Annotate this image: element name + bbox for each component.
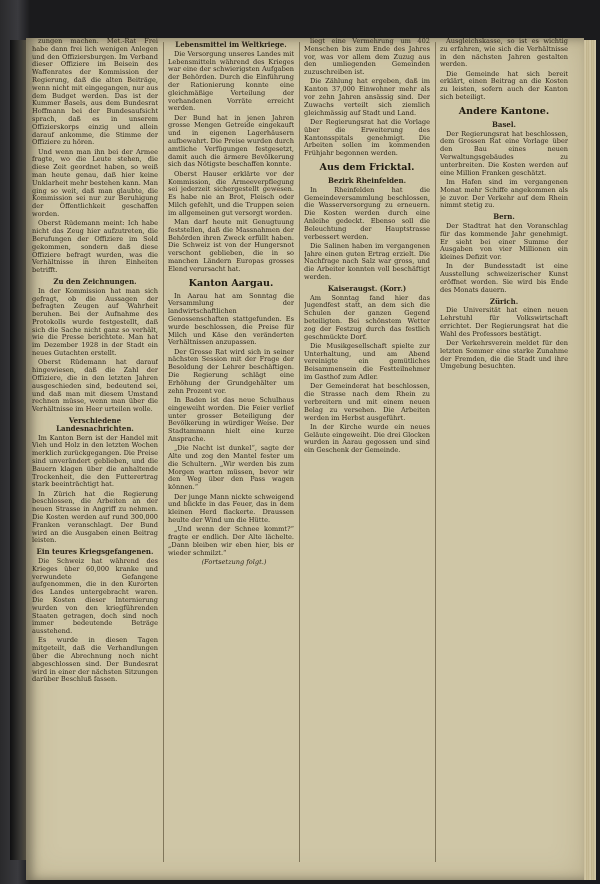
other-cantons-heading: Andere Kantone. — [458, 105, 550, 117]
paragraph: Die Universität hat einen neuen Lehrstuhl für Volkswirtschaft errichtet. Der Regierungsrat hat die Wahl des Professors bestätigt. — [440, 306, 568, 338]
paragraph: Der Gemeinderat hat beschlossen, die Strasse nach dem Rhein zu verbreitern und mit einem neuen Belag zu versehen. Die Arbeiten werden im Herbst ausgeführt. — [304, 382, 430, 422]
paragraph: Und wenn man ihn bei der Armee fragte, wo die Leute stehen, die diese Zeit geordnet haben, so weiß man heute genau, daß hier keine Unklarheit mehr bestehen kann. Man ging so weit, daß man glaubte, die Kommission sei nur zur Beruhigung der Öffentlichkeit geschaffen worden. — [32, 147, 158, 219]
paragraph: „Die Nacht ist dunkel“, sagte der Alte und zog den Mantel fester um die Schultern. „Wir werden bis zum Morgen warten müssen, bevor wir den Weg über den Pass wagen können.“ — [168, 444, 294, 492]
canton-heading: Kanton Aargau. — [188, 277, 274, 289]
paragraph: Der Grosse Rat wird sich in seiner nächsten Session mit der Frage der Besoldung der Lehrer beschäftigen. Die Regierung schlägt eine Erhöhung der Grundgehälter um zehn Prozent vor. — [168, 347, 294, 395]
canton-subheading: Basel. — [492, 119, 516, 129]
column-rule — [435, 42, 436, 862]
paragraph: Oberst Rüdemann meint: Ich habe nicht das Zeug hier aufzutreten, die Berufungen der Offiziere im Sold gekommen, sondern daß diese Offiziere befragt wurden, was die Verhältnisse in ihren Einheiten betrifft. — [32, 219, 158, 275]
paragraph: In Aarau hat am Sonntag die Versammlung der landwirtschaftlichen Genossenschaften stattgefunden. Es wurde beschlossen, die Preise für Milch und Käse den veränderten Verhältnissen anzupassen. — [168, 291, 294, 347]
column-4 — [440, 38, 568, 880]
paragraph: Ausgleichskasse, so ist es wichtig zu erfahren, wie sich die Verhältnisse in den nächsten Jahren gestalten werden. — [440, 38, 568, 69]
paragraph: Die Salinen haben im vergangenen Jahre einen guten Ertrag erzielt. Die Nachfrage nach Salz war gross, und die Arbeiter konnten voll beschäftigt werden. — [304, 241, 430, 282]
paragraph: liegt eine Vermehrung um 402 Menschen bis zum Ende des Jahres vor, was vor allem dem Zuzug aus den umliegenden Gemeinden zuzuschreiben ist. — [304, 38, 430, 77]
continuation-note: (Fortsetzung folgt.) — [201, 557, 267, 566]
paragraph: Der Regierungsrat hat die Vorlage über die Erweiterung des Kantonsspitals genehmigt. Die Arbeiten sollen im kommenden Frühjahr begonnen werden. — [304, 117, 430, 158]
paragraph: In der Bundesstadt ist eine Ausstellung schweizerischer Kunst eröffnet worden. Sie wird bis Ende des Monats dauern. — [440, 262, 568, 294]
column-2 — [168, 38, 294, 880]
paragraph: Oberst Rüdemann hat darauf hingewiesen, daß die Zahl der Offiziere, die in den letzten Jahren ausgeschieden sind, bedeutend sei, und daß man mit diesem Umstand rechnen müsse, wenn man über die Verhältnisse im Heer urteilen wolle. — [32, 358, 158, 414]
paragraph: Im Kanton Bern ist der Handel mit Vieh und Holz in den letzten Wochen merklich zurückgegangen. Die Preise sind unverändert geblieben, und die Bauern klagen über die anhaltende Trockenheit, die den Futterertrag stark beeinträchtigt hat. — [32, 433, 158, 489]
paragraph: Die Schweiz hat während des Krieges über 60,000 kranke und verwundete Gefangene aufgenommen, die in den Kurorten des Landes untergebracht waren. Die Kosten dieser Internierung wurden von den kriegführenden Staaten getragen, doch sind noch immer bedeutende Beträge ausstehend. — [32, 557, 158, 636]
paragraph: In der Kirche wurde ein neues Geläute eingeweiht. Die drei Glocken wurden in Aarau gegossen und sind ein Geschenk der Gemeinde. — [304, 422, 430, 455]
section-heading: Verschiedene Landesnachrichten. — [56, 415, 134, 433]
paragraph: In Zürich hat die Regierung beschlossen, die Arbeiten an der neuen Strasse in Angriff zu nehmen. Die Kosten werden auf rund 300,000 Franken veranschlagt. Der Bund wird an die Ausgaben einen Beitrag leisten. — [32, 489, 158, 545]
paragraph: „Und wenn der Schnee kommt?“ fragte er endlich. Der Alte lächelte. „Dann bleiben wir eben hier, bis er wieder schmilzt.“ — [168, 525, 294, 557]
paragraph: Am Sonntag fand hier das Jugendfest statt, an dem sich die Schulen der ganzen Gegend beteiligten. Bei schönstem Wetter zog der Festzug durch das festlich geschmückte Dorf. — [304, 293, 430, 341]
region-heading: Aus dem Fricktal. — [319, 161, 415, 173]
column-3 — [304, 38, 430, 880]
section-heading: Zu den Zeichnungen. — [53, 276, 137, 286]
paragraph: Oberst Hauser erklärte vor der Kommission, die Armeeverpflegung sei jederzeit sichergestellt gewesen. Es habe nie an Brot, Fleisch oder Milch gefehlt, und die Truppen seien im allgemeinen gut versorgt worden. — [168, 169, 294, 217]
section-heading: Ein teures Kriegsgefangenen. — [36, 547, 154, 557]
paragraph: Die Versorgung unseres Landes mit Lebensmitteln während des Krieges war eine der schwierigsten Aufgaben der Behörden. Durch die Einführung der Rationierung konnte eine gleichmäßige Verteilung der vorhandenen Vorräte erreicht werden. — [168, 49, 294, 113]
paragraph: Die Gemeinde hat sich bereit erklärt, einen Beitrag an die Kosten zu leisten, sofern auch der Kanton sich beteiligt. — [440, 69, 568, 102]
paragraph: Der Verkehrsverein meldet für den letzten Sommer eine starke Zunahme der Fremden, die die Stadt und ihre Umgebung besuchten. — [440, 339, 568, 371]
paragraph: Die Musikgesellschaft spielte zur Unterhaltung, und am Abend vereinigte ein gemütliches Beisammensein die Festteilnehmer im Gasthof zum Adler. — [304, 341, 430, 382]
paragraph: Der Stadtrat hat den Voranschlag für das kommende Jahr genehmigt. Er sieht bei einer Summe der Ausgaben von vier Millionen ein kleines Defizit vor. — [440, 221, 568, 262]
paragraph: Der junge Mann nickte schweigend und blickte in das Feuer, das in dem kleinen Herd flackerte. Draussen heulte der Wind um die Hütte. — [168, 492, 294, 524]
canton-subheading: Bern. — [493, 212, 515, 222]
newspaper-page — [26, 38, 584, 880]
canton-subheading: Zürich. — [489, 296, 519, 306]
paragraph: Der Bund hat in jenen Jahren grosse Mengen Getreide eingekauft und in eigenen Lagerhäusern aufbewahrt. Die Preise wurden durch amtliche Verfügungen festgesetzt, damit auch die ärmere Bevölkerung sich das Nötigste beschaffen konnte. — [168, 113, 294, 169]
paragraph: In Baden ist das neue Schulhaus eingeweiht worden. Die Feier verlief unter grosser Beteiligung der Bevölkerung in würdiger Weise. Der Stadtammann hielt eine kurze Ansprache. — [168, 395, 294, 443]
column-rule — [299, 42, 300, 862]
column-rule — [163, 42, 164, 862]
district-heading: Kaiseraugst. (Korr.) — [327, 283, 407, 293]
paragraph: In der Kommission hat man sich gefragt, ob die Aussagen der befragten Zeugen auf Wahrheit beruhen. Bei der Aufnahme des Protokolls wurde festgestellt, daß sich die Sache nicht ganz so verhält, wie die Presse berichtete. Man hat im Dezember 1928 in der Stadt ein neues Gutachten erstellt. — [32, 286, 158, 358]
paragraph: Die Zählung hat ergeben, daß im Kanton 37,000 Einwohner mehr als vor zehn Jahren ansässig sind. Der Zuwachs verteilt sich ziemlich gleichmässig auf Stadt und Land. — [304, 77, 430, 117]
paragraph: zungen machen. Met.-Rat Frei habe dann frei lich wenigen Anlegen und den Offiziersburgen. Im Verband dieser Offiziere im Beisein des Waffenrates der Kommission der Regierung, daß die alten Beiträge, wenn nicht mit eingegangen, nur aus dem Budget werden. Das ist der Kummer Basels, aus dem Bundesrat Hoffmann bei der Bundesaufsicht sprach, daß es in unserem Offizierskorps einzig und allein darauf ankomme, die Stimme der Offiziere zu hören. — [32, 38, 158, 147]
district-heading: Bezirk Rheinfelden. — [327, 175, 407, 185]
paragraph: Es wurde in diesen Tagen mitgeteilt, daß die Verhandlungen über die Abrechnung noch nicht abgeschlossen sind. Der Bundesrat wird in einer der nächsten Sitzungen darüber Beschluß fassen. — [32, 636, 158, 684]
paragraph: Im Hafen sind im vergangenen Monat mehr Schiffe angekommen als je zuvor. Der Verkehr auf dem Rhein nimmt stetig zu. — [440, 177, 568, 210]
paragraph: Der Regierungsrat hat beschlossen, dem Grossen Rat eine Vorlage über den Bau eines neuen Verwaltungsgebäudes zu unterbreiten. Die Kosten werden auf eine Million Franken geschätzt. — [440, 129, 568, 177]
section-heading: Lebensmittel im Weltkriege. — [175, 40, 287, 49]
paragraph: Man darf heute mit Genugtuung feststellen, daß die Massnahmen der Behörden ihren Zweck erfüllt haben. Die Schweiz ist von der Hungersnot verschont geblieben, die in so manchen Ländern Europas grosses Elend verursacht hat. — [168, 218, 294, 273]
column-1 — [32, 38, 158, 880]
paragraph: In Rheinfelden hat die Gemeindeversammlung beschlossen, die Wasserversorgung zu erneuern. Die Kosten werden durch eine Anleihe gedeckt. Ebenso soll die Beleuchtung der Hauptstrasse verbessert werden. — [304, 185, 430, 241]
